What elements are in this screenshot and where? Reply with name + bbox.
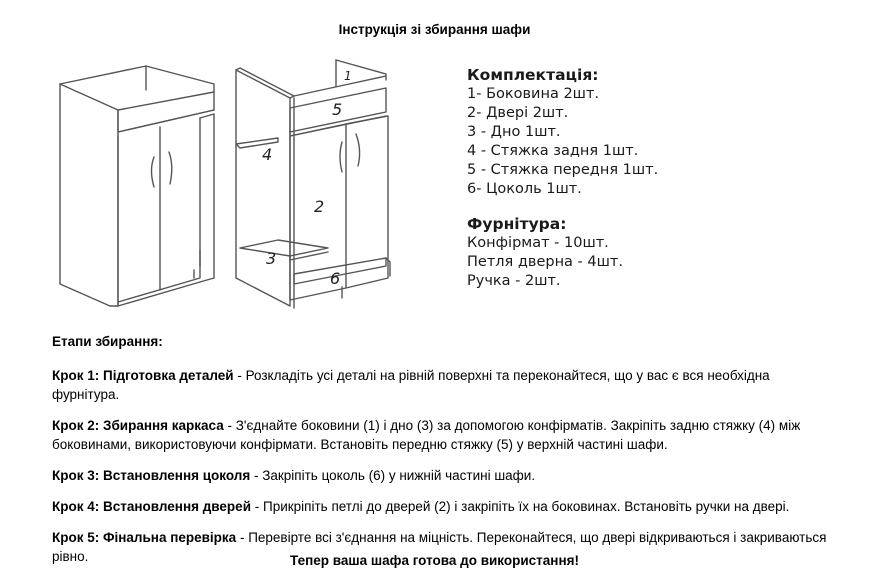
step-title: Крок 5: Фінальна перевірка [52, 530, 237, 545]
step-title: Крок 2: Збирання каркаса [52, 418, 224, 433]
part-label-3: 3 [266, 249, 277, 268]
parts-list [467, 66, 658, 291]
step-1 [52, 366, 832, 404]
step-2 [52, 416, 832, 454]
part-label-6: 6 [330, 269, 341, 288]
kit-heading: Комплектація: [467, 66, 599, 84]
step-text: - З'єднайте боковини (1) і дно (3) за допомогою конфірматів. Закріпіть задню стяжку (4) між боковинами, використовуючи конфірмати. Встановіть передню стяжку (5) у верхній частині шафи. [52, 418, 801, 452]
final-note: Тепер ваша шафа готова до використання! [290, 553, 579, 568]
kit-item: 3 - Дно 1шт. [467, 124, 561, 140]
exploded-cabinet [236, 60, 390, 308]
step-4 [52, 497, 832, 516]
part-label-1: 1 [344, 69, 352, 83]
part-label-5: 5 [332, 100, 343, 119]
kit-item: 5 - Стяжка передня 1шт. [467, 162, 659, 178]
assembly-steps [52, 332, 832, 578]
kit-item: 4 - Стяжка задня 1шт. [467, 143, 639, 159]
kit-item: 2- Двері 2шт. [467, 105, 569, 121]
kit-item: 6- Цоколь 1шт. [467, 181, 582, 197]
stages-heading: Етапи збирання: [52, 334, 163, 349]
step-3 [52, 466, 832, 485]
document-title: Інструкція зі збирання шафи [338, 22, 531, 37]
step-text: - Розкладіть усі деталі на рівній поверхні та переконайтеся, що у вас є вся необхідна фурнітура. [52, 368, 770, 402]
hardware-heading: Фурнітура: [467, 215, 567, 233]
hardware-item: Конфірмат - 10шт. [467, 235, 609, 251]
step-title: Крок 3: Встановлення цоколя [52, 468, 251, 483]
assembled-cabinet [60, 66, 214, 306]
kit-item: 1- Боковина 2шт. [467, 86, 600, 102]
step-title: Крок 1: Підготовка деталей [52, 368, 234, 383]
part-label-2: 2 [314, 197, 325, 216]
step-text: - Прикріпіть петлі до дверей (2) і закріпіть їх на боковинах. Встановіть ручки на двері. [251, 499, 790, 514]
step-text: - Перевірте всі з'єднання на міцність. Переконайтеся, що двері відкриваються і закриваються рівно. [52, 530, 827, 564]
step-text: - Закріпіть цоколь (6) у нижній частині шафи. [250, 468, 536, 483]
step-title: Крок 4: Встановлення дверей [52, 499, 251, 514]
hardware-item: Ручка - 2шт. [467, 273, 561, 289]
part-label-4: 4 [262, 145, 273, 164]
cabinet-drawing [50, 52, 410, 312]
hardware-item: Петля дверна - 4шт. [467, 254, 623, 270]
